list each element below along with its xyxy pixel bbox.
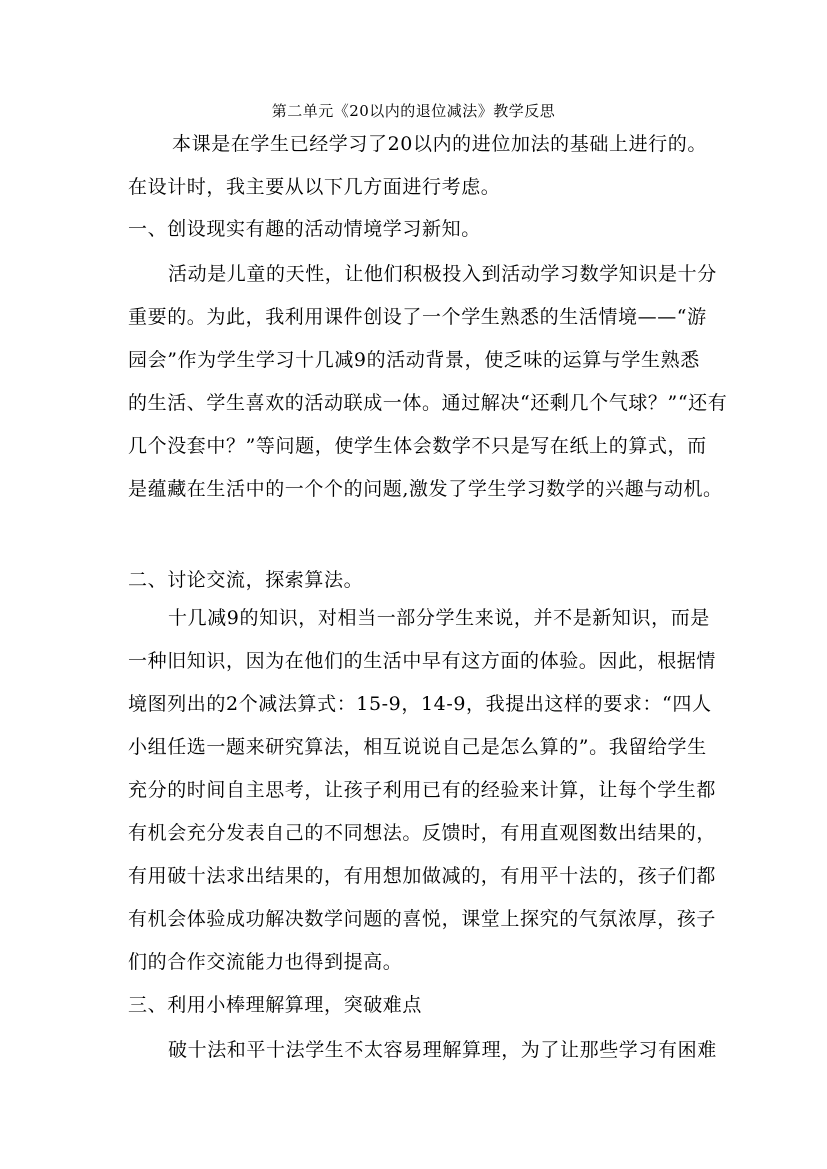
paragraph-line: 重要的。为此，我利用课件创设了一个学生熟悉的生活情境——“游 (128, 306, 707, 328)
paragraph-line: 十几减9的知识，对相当一部分学生来说，并不是新知识，而是 (168, 607, 710, 629)
document-title: 第二单元《20以内的退位减法》教学反思 (271, 102, 556, 120)
paragraph-line: 小组任选一题来研究算法，相互说说自己是怎么算的”。我留给学生 (128, 736, 707, 758)
paragraph-line: 园会”作为学生学习十几减9的活动背景，使乏味的运算与学生熟悉 (128, 349, 700, 371)
paragraph-line: 一种旧知识，因为在他们的生活中早有这方面的体验。因此，根据情 (128, 650, 717, 672)
paragraph-line: 活动是儿童的天性，让他们积极投入到活动学习数学知识是十分 (168, 263, 717, 285)
paragraph-line: 们的合作交流能力也得到提高。 (128, 951, 403, 973)
paragraph-line: 几个没套中？”等问题，使学生体会数学不只是写在纸上的算式，而 (128, 435, 707, 457)
section-heading-2: 二、讨论交流，探索算法。 (128, 569, 364, 591)
paragraph-line: 有机会充分发表自己的不同想法。反馈时，有用直观图数出结果的， (128, 822, 717, 844)
paragraph-line: 有机会体验成功解决数学问题的喜悦，课堂上探究的气氛浓厚，孩子 (128, 908, 717, 930)
paragraph-line: 破十法和平十法学生不太容易理解算理，为了让那些学习有困难 (168, 1039, 717, 1061)
paragraph-line: 本课是在学生已经学习了20以内的进位加法的基础上进行的。 (172, 133, 707, 155)
paragraph-line: 境图列出的2个减法算式：15-9，14-9，我提出这样的要求：“四人 (128, 693, 712, 715)
paragraph-line: 在设计时，我主要从以下几方面进行考虑。 (128, 176, 501, 198)
paragraph-line: 的生活、学生喜欢的活动联成一体。通过解决“还剩几个气球？”“还有 (128, 392, 728, 414)
section-heading-1: 一、创设现实有趣的活动情境学习新知。 (128, 218, 481, 240)
paragraph-line: 充分的时间自主思考，让孩子利用已有的经验来计算，让每个学生都 (128, 779, 717, 801)
section-heading-3: 三、利用小棒理解算理，突破难点 (128, 994, 423, 1016)
paragraph-line: 是蕴藏在生活中的一个个的问题,激发了学生学习数学的兴趣与动机。 (128, 478, 723, 500)
paragraph-line: 有用破十法求出结果的，有用想加做减的，有用平十法的，孩子们都 (128, 865, 717, 887)
